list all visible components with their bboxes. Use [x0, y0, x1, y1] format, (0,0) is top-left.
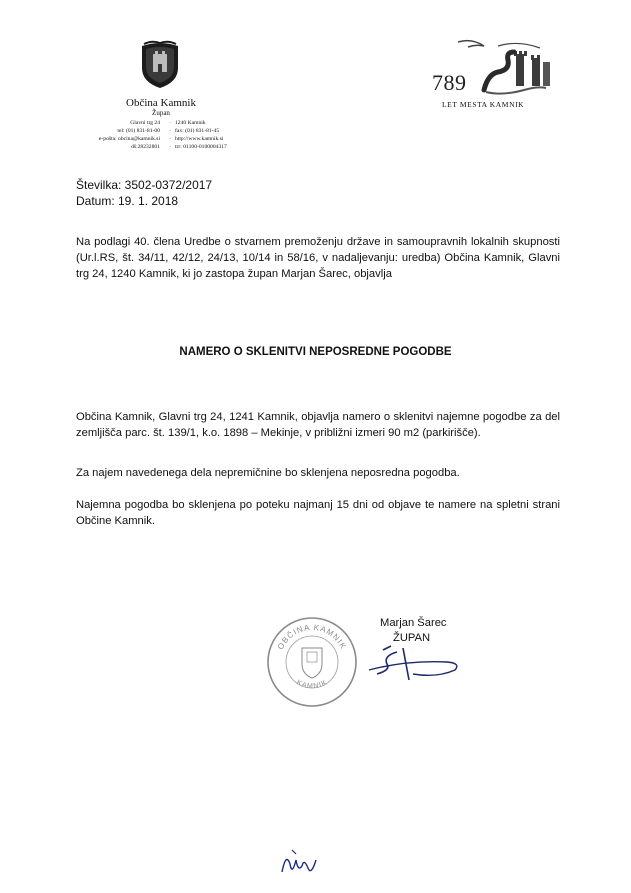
contact-address-left: Glavni trg 24: [130, 120, 160, 126]
body-paragraph: Najemna pogodba bo sklenjena po poteku najmanj 15 dni od objave te namere na spletni strani Občine Kamnik.: [76, 499, 560, 527]
contact-separator: ·: [169, 128, 171, 134]
contact-fax: fax: (01) 831-81-45: [175, 128, 220, 134]
contact-separator: ·: [169, 144, 171, 150]
contact-bank-account: trr: 01100-0100004317: [175, 144, 227, 150]
contact-tax-id: dš:28232801: [131, 144, 160, 150]
signer-name: Marjan Šarec: [380, 617, 447, 629]
stamp-text-top: OBČINA KAMNIK: [275, 622, 349, 652]
body-paragraph: Za najem navedenega dela nepremičnine bo sklenjena neposredna pogodba.: [76, 467, 460, 479]
intro-paragraph: Na podlagi 40. člena Uredbe o stvarnem premoženju države in samoupravnih lokalnih skupnosti (Ur.l.RS, št. 34/11, 42/12, 24/13, 10/14 in 58/16, v nadaljevanju: uredba) Občina Kamnik, Glavni trg 24, 1240 Kamnik, ki jo zastopa župan Marjan Šarec, objavlja: [76, 236, 560, 280]
document-number: Številka: 3502-0372/2017: [76, 178, 213, 192]
contact-phone: tel: (01) 831-81-00: [117, 128, 160, 134]
anniversary-number: 789: [432, 70, 467, 95]
contact-separator: ·: [169, 136, 171, 142]
svg-text:OBČINA KAMNIK: [276, 623, 348, 651]
contact-email: e-pošta: obcina@kamnik.si: [98, 136, 160, 142]
anniversary-caption: LET MESTA KAMNIK: [442, 100, 525, 109]
official-stamp-icon: [262, 612, 362, 712]
org-role: Župan: [152, 109, 170, 117]
municipality-crest-icon: [136, 40, 184, 90]
contact-address-right: 1240 Kamnik: [175, 120, 206, 126]
contact-separator: ·: [169, 120, 171, 126]
org-name: Občina Kamnik: [126, 97, 196, 109]
svg-text:KAMNIK: [295, 679, 328, 690]
handwritten-signature-icon: [367, 640, 467, 690]
contact-website: http://www.kamnik.si: [175, 136, 224, 142]
body-paragraph: Občina Kamnik, Glavni trg 24, 1241 Kamnik, objavlja namero o sklenitvi najemne pogodbe za del zemljišča parc. št. 139/1, k.o. 1898 – Mekinje, v približni izmeri 90 m2 (parkirišče).: [76, 411, 560, 439]
signer-title: ŽUPAN: [393, 632, 431, 644]
handwritten-initials-icon: [278, 846, 322, 880]
document-heading: NAMERO O SKLENITVI NEPOSREDNE POGODBE: [179, 346, 452, 358]
document-date: Datum: 19. 1. 2018: [76, 194, 179, 208]
stamp-text-bottom: KAMNIK: [295, 679, 329, 691]
